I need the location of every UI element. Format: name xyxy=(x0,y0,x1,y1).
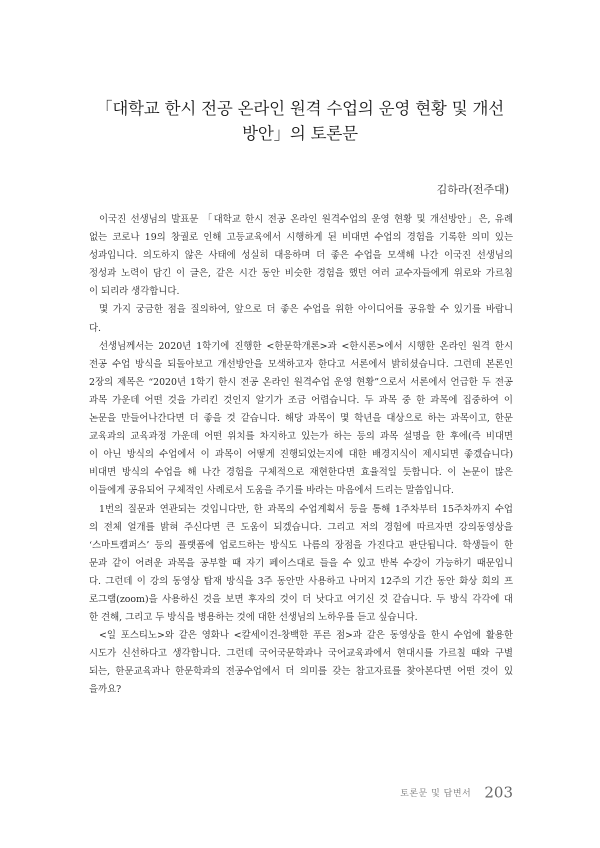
paragraph xyxy=(89,501,513,628)
paragraph-line: 시도가 신선하다고 생각합니다. 그런데 국어국문학과나 국어교육과에서 현대시를 가르칠 때와 구별 xyxy=(89,648,513,660)
paragraph-line: 전공 수업 방식을 되돌아보고 개선방안을 모색하고자 한다고 서론에서 밝히셨습니다. 그런데 본론인 xyxy=(89,358,513,370)
paper-title xyxy=(70,96,530,146)
paragraph-line: <일 포스티노>와 같은 영화나 <칼세이건-창백한 푸른 점>과 같은 동영상을 한시 수업에 활용한 xyxy=(99,630,513,642)
footer-section-title: 토론문 및 답변서 xyxy=(400,789,472,799)
paragraph-line: 이 아닌 방식의 수업에서 이 과목이 어떻게 진행되었는지에 대한 배경지식이 제시되면 좋겠습니다) xyxy=(89,449,513,461)
paragraph-line: 선생님께서는 2020년 1학기에 진행한 <한문학개론>과 <한시론>에서 시행한 온라인 원격 한시 xyxy=(99,340,513,352)
paragraph xyxy=(89,338,513,501)
paragraph xyxy=(89,211,513,301)
paragraph-line: 이 되리라 생각합니다. xyxy=(89,286,180,298)
paragraph-line: 과목 가운데 어떤 것을 가리킨 것인지 알기가 조금 어렵습니다. 두 과목 중 한 과목에 집중하여 이 xyxy=(89,394,513,406)
paragraph-line: 의 전체 얼개를 밝혀 주신다면 큰 도움이 되겠습니다. 그리고 저의 경험에 따르자면 강의동영상을 xyxy=(89,521,513,533)
paragraph-line: 논문을 만들어나간다면 더 좋을 것 같습니다. 해당 과목이 몇 학년을 대상으로 하는 과목이고, 한문 xyxy=(89,413,513,425)
paragraph-line: 비대면 방식의 수업을 해 나간 경험을 구체적으로 재현한다면 효율적일 듯합니다. 이 논문이 많은 xyxy=(89,467,513,479)
paragraph-line: 1번의 질문과 연관되는 것입니다만, 한 과목의 수업계획서 등을 통해 1주차부터 15주차까지 수업 xyxy=(99,503,513,515)
paragraph-line: 교육과의 교육과정 가운데 어떤 위치를 차지하고 있는가 하는 등의 과목 설명을 한 후에(즉 비대면 xyxy=(89,431,513,443)
paragraph-line: 2장의 제목은 “2020년 1학기 한시 전공 온라인 원격수업 운영 현황”으로서 서론에서 언급한 두 전공 xyxy=(89,376,513,388)
paragraph-line: 정성과 노력이 담긴 이 글은, 같은 시간 동안 비슷한 경험을 했던 여러 교수자들에게 위로와 가르침 xyxy=(89,268,513,280)
paragraph-line: 을까요? xyxy=(89,684,122,696)
paragraph xyxy=(89,301,513,337)
paragraph-line: 다. 그런데 이 강의 동영상 탑재 방식을 3주 동안만 사용하고 나머지 12주의 기간 동안 화상 회의 프 xyxy=(89,575,513,587)
paragraph-line: 다. xyxy=(89,322,102,334)
paragraph-line: 되는, 한문교육과나 한문학과의 전공수업에서 더 의미를 갖는 참고자료를 찾아본다면 어떤 것이 있 xyxy=(89,666,513,678)
page-number: 203 xyxy=(484,783,513,802)
paragraph-line: 몇 가지 궁금한 점을 질의하여, 앞으로 더 좋은 수업을 위한 아이디어를 공유할 수 있기를 바랍니 xyxy=(99,304,513,316)
paragraph-line: 문과 같이 어려운 과목을 공부할 때 자기 페이스대로 들을 수 있고 반복 수강이 가능하기 때문입니 xyxy=(89,557,513,569)
title-line-1: 「대학교 한시 전공 온라인 원격 수업의 운영 현황 및 개선 xyxy=(96,99,504,118)
paragraph-line: 이국진 선생님의 발표문 「대학교 한시 전공 온라인 원격수업의 운영 현황 및 개선방안」은, 유례 xyxy=(99,214,513,225)
page-footer xyxy=(400,782,513,802)
paragraph-line: ‘스마트캠퍼스’ 등의 플랫폼에 업로드하는 방식도 나름의 장점을 가진다고 판단됩니다. 학생들이 한 xyxy=(89,539,513,551)
body-text xyxy=(89,211,513,700)
title-line-2: 방안」의 토론문 xyxy=(242,124,358,143)
paragraph-line: 로그램(zoom)을 사용하신 것을 보면 후자의 것이 더 낫다고 여기신 것 같습니다. 두 방식 각각에 대 xyxy=(89,593,513,605)
paragraph-line: 한 견해, 그리고 두 방식을 병용하는 것에 대한 선생님의 노하우를 듣고 싶습니다. xyxy=(89,612,418,624)
paragraph-line: 없는 코로나 19의 창궐로 인해 고등교육에서 시행하게 된 비대면 수업의 경험을 기록한 의미 있는 xyxy=(89,232,513,244)
paragraph xyxy=(89,627,513,699)
paragraph-line: 이들에게 공유되어 구체적인 사례로서 도움을 주기를 바라는 마음에서 드리는 말씀입니다. xyxy=(89,485,454,497)
paragraph-line: 성과입니다. 의도하지 않은 사태에 성실히 대응하며 더 좋은 수업을 모색해 나간 이국진 선생님의 xyxy=(89,250,513,262)
author-name: 김하라(전주대) xyxy=(436,183,509,196)
